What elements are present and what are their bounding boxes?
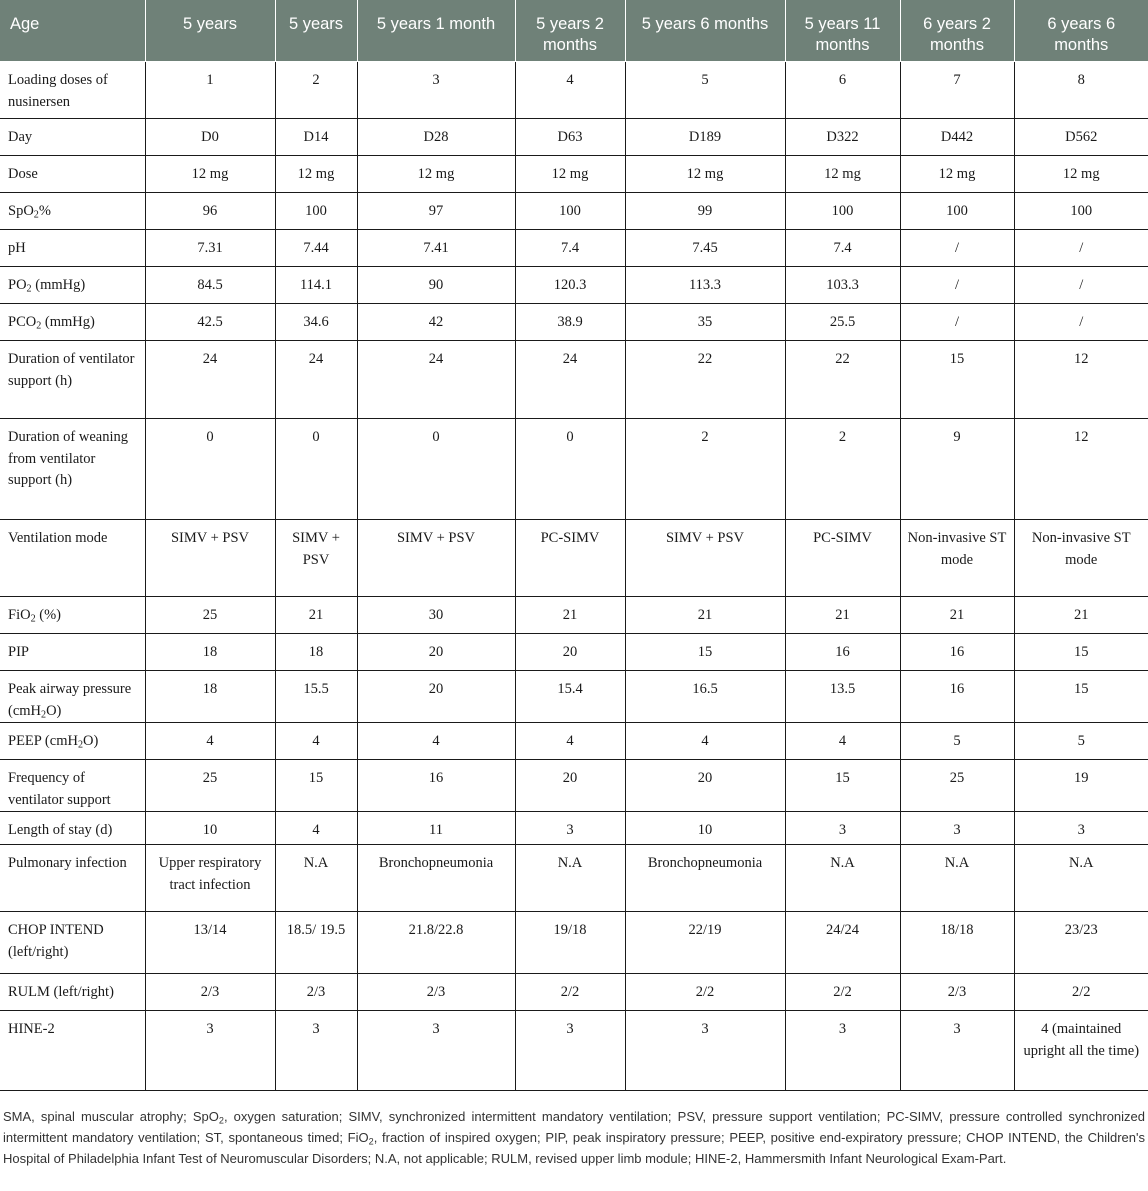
footnote-text: , oxygen saturation; SIMV, synchronized intermittent mandatory ventilation; PSV, pressure support ventilation; PC-SIMV, pressure controlled synchronized intermittent mandatory ventilation; ST, spontaneous timed; FiO xyxy=(3,1109,1145,1145)
table-cell: 12 mg xyxy=(357,156,515,193)
row-label xyxy=(0,520,145,597)
table-cell: / xyxy=(900,230,1014,267)
table-cell: 4 xyxy=(515,62,625,119)
table-cell: 15 xyxy=(625,634,785,671)
row-label-suffix: (mmHg) xyxy=(31,277,86,293)
table-cell: 5 xyxy=(1014,723,1148,760)
table-cell: 12 mg xyxy=(625,156,785,193)
table-cell: 100 xyxy=(515,193,625,230)
row-label-text: RULM (left/right) xyxy=(8,984,114,1000)
table-cell: 38.9 xyxy=(515,304,625,341)
row-label xyxy=(0,419,145,520)
table-cell: 12 mg xyxy=(275,156,357,193)
table-row xyxy=(0,912,1148,974)
table-cell: 18 xyxy=(145,671,275,723)
table-cell: 30 xyxy=(357,597,515,634)
table-cell: 25 xyxy=(145,597,275,634)
table-cell: 3 xyxy=(785,1011,900,1091)
table-cell: 15 xyxy=(1014,634,1148,671)
table-cell: 20 xyxy=(515,634,625,671)
row-label-text: Day xyxy=(8,129,33,145)
table-cell: 21 xyxy=(515,597,625,634)
table-cell: 24 xyxy=(275,341,357,419)
table-body xyxy=(0,62,1148,1091)
table-cell: 3 xyxy=(515,1011,625,1091)
table-cell: 7.4 xyxy=(515,230,625,267)
row-label-text: Duration of weaning from ventilator support (h) xyxy=(8,429,128,488)
table-cell: 97 xyxy=(357,193,515,230)
table-cell: 12 mg xyxy=(900,156,1014,193)
table-cell: 25 xyxy=(145,760,275,812)
table-cell: 15.4 xyxy=(515,671,625,723)
table-cell: 4 xyxy=(275,812,357,845)
table-cell: 5 xyxy=(625,62,785,119)
row-label-subscript: 2 xyxy=(77,739,84,751)
table-cell: 84.5 xyxy=(145,267,275,304)
table-cell: 21 xyxy=(275,597,357,634)
table-cell: 20 xyxy=(357,671,515,723)
row-label xyxy=(0,845,145,912)
table-cell: 9 xyxy=(900,419,1014,520)
table-cell: 21.8/22.8 xyxy=(357,912,515,974)
footnote-text: SMA, spinal muscular atrophy; SpO xyxy=(3,1109,219,1124)
table-cell: 3 xyxy=(145,1011,275,1091)
table-cell: 2 xyxy=(625,419,785,520)
row-label-subscript: 2 xyxy=(26,283,32,295)
table-cell: 120.3 xyxy=(515,267,625,304)
table-cell: Bronchopneumonia xyxy=(625,845,785,912)
row-label-text: PEEP (cmH xyxy=(8,733,78,749)
table-cell: 16.5 xyxy=(625,671,785,723)
table-cell: 25 xyxy=(900,760,1014,812)
table-cell: 4 xyxy=(357,723,515,760)
table-cell: SIMV + PSV xyxy=(145,520,275,597)
row-label-subscript: 2 xyxy=(36,320,42,332)
table-cell: Non-invasive ST mode xyxy=(900,520,1014,597)
table-cell: N.A xyxy=(275,845,357,912)
table-cell: 20 xyxy=(357,634,515,671)
row-label xyxy=(0,156,145,193)
table-footnote xyxy=(3,1106,1145,1169)
table-cell: 2/2 xyxy=(785,974,900,1011)
table-cell: 25.5 xyxy=(785,304,900,341)
table-row xyxy=(0,419,1148,520)
table-row xyxy=(0,62,1148,119)
table-cell: SIMV + PSV xyxy=(275,520,357,597)
table-cell: 2/3 xyxy=(900,974,1014,1011)
table-cell: 4 xyxy=(145,723,275,760)
table-row xyxy=(0,193,1148,230)
table-cell: 0 xyxy=(275,419,357,520)
table-cell: 4 xyxy=(625,723,785,760)
table-cell: 12 mg xyxy=(145,156,275,193)
table-row xyxy=(0,597,1148,634)
table-cell: 2/2 xyxy=(515,974,625,1011)
table-cell: 21 xyxy=(625,597,785,634)
row-label xyxy=(0,812,145,845)
row-label-text: HINE-2 xyxy=(8,1021,55,1037)
table-row xyxy=(0,723,1148,760)
table-cell: 21 xyxy=(900,597,1014,634)
row-label xyxy=(0,119,145,156)
table-cell: D189 xyxy=(625,119,785,156)
table-cell: 24 xyxy=(145,341,275,419)
table-row xyxy=(0,341,1148,419)
table-row xyxy=(0,304,1148,341)
table-cell: 7.44 xyxy=(275,230,357,267)
table-cell: 16 xyxy=(900,671,1014,723)
table-cell: 100 xyxy=(785,193,900,230)
table-cell: 4 xyxy=(275,723,357,760)
table-row xyxy=(0,520,1148,597)
table-cell: 3 xyxy=(275,1011,357,1091)
row-label xyxy=(0,341,145,419)
table-cell: 2/2 xyxy=(625,974,785,1011)
table-cell: 35 xyxy=(625,304,785,341)
table-cell: D562 xyxy=(1014,119,1148,156)
table-cell: 3 xyxy=(785,812,900,845)
footnote-subscript: 2 xyxy=(368,1136,374,1147)
row-label xyxy=(0,912,145,974)
table-cell: 19/18 xyxy=(515,912,625,974)
table-cell: D14 xyxy=(275,119,357,156)
table-cell: D28 xyxy=(357,119,515,156)
table-cell: 100 xyxy=(900,193,1014,230)
row-label-text: Duration of ventilator support (h) xyxy=(8,351,135,389)
table-cell: 16 xyxy=(900,634,1014,671)
table-cell: 15 xyxy=(275,760,357,812)
row-label-text: PCO xyxy=(8,314,37,330)
row-label-text: Dose xyxy=(8,166,38,182)
row-label xyxy=(0,671,145,723)
table-cell: SIMV + PSV xyxy=(357,520,515,597)
table-cell: 3 xyxy=(357,62,515,119)
table-row xyxy=(0,1011,1148,1091)
table-cell: 3 xyxy=(900,812,1014,845)
table-cell: 8 xyxy=(1014,62,1148,119)
header-cell: 5 years 1 month xyxy=(357,0,515,62)
table-cell: 18 xyxy=(145,634,275,671)
table-cell: 15 xyxy=(1014,671,1148,723)
row-label xyxy=(0,760,145,812)
table-cell: 24 xyxy=(357,341,515,419)
table-cell: 12 xyxy=(1014,341,1148,419)
row-label-text: SpO xyxy=(8,203,34,219)
row-label xyxy=(0,634,145,671)
table-cell: D0 xyxy=(145,119,275,156)
row-label xyxy=(0,267,145,304)
table-cell: 15.5 xyxy=(275,671,357,723)
table-cell: 19 xyxy=(1014,760,1148,812)
table-cell: 16 xyxy=(785,634,900,671)
table-cell: 13.5 xyxy=(785,671,900,723)
table-cell: 21 xyxy=(1014,597,1148,634)
table-row xyxy=(0,812,1148,845)
table-cell: 113.3 xyxy=(625,267,785,304)
table-cell: 2/3 xyxy=(145,974,275,1011)
row-label-suffix: O) xyxy=(46,702,62,719)
table-cell: 12 xyxy=(1014,419,1148,520)
table-row xyxy=(0,119,1148,156)
row-label-suffix: O) xyxy=(83,733,99,749)
table-cell: 4 xyxy=(515,723,625,760)
table-cell: 5 xyxy=(900,723,1014,760)
table-cell: 7.4 xyxy=(785,230,900,267)
table-cell: / xyxy=(1014,304,1148,341)
table-cell: 15 xyxy=(900,341,1014,419)
table-cell: 4 xyxy=(785,723,900,760)
table-cell: 6 xyxy=(785,62,900,119)
table-cell: / xyxy=(1014,267,1148,304)
header-cell: 5 years 6 months xyxy=(625,0,785,62)
table-cell: 11 xyxy=(357,812,515,845)
row-label-text: CHOP INTEND (left/right) xyxy=(8,922,104,960)
row-label xyxy=(0,974,145,1011)
table-cell: 3 xyxy=(900,1011,1014,1091)
header-cell: 5 years 2 months xyxy=(515,0,625,62)
table-cell: 15 xyxy=(785,760,900,812)
table-row xyxy=(0,845,1148,912)
row-label xyxy=(0,193,145,230)
table-cell: 24 xyxy=(515,341,625,419)
table-cell: PC-SIMV xyxy=(785,520,900,597)
table-cell: / xyxy=(900,267,1014,304)
table-cell: 18.5/ 19.5 xyxy=(275,912,357,974)
footnote-text: , fraction of inspired oxygen; PIP, peak inspiratory pressure; PEEP, positive end-expiratory pressure; CHOP INTEND, the Children's Hospital of Philadelphia Infant Test of Neuromuscular Disorders; N.A, not applicable; RULM, revised upper limb module; HINE-2, Hammersmith Infant Neurological Exam-Part. xyxy=(3,1130,1145,1166)
row-label-subscript: 2 xyxy=(30,613,36,625)
table-cell: 103.3 xyxy=(785,267,900,304)
table-cell: 22 xyxy=(785,341,900,419)
row-label xyxy=(0,230,145,267)
table-cell: 2 xyxy=(785,419,900,520)
table-cell: 21 xyxy=(785,597,900,634)
row-label xyxy=(0,597,145,634)
table-cell: 0 xyxy=(515,419,625,520)
row-label xyxy=(0,304,145,341)
header-row xyxy=(0,0,1148,62)
table-row xyxy=(0,634,1148,671)
table-cell: 96 xyxy=(145,193,275,230)
table-cell: 2/3 xyxy=(275,974,357,1011)
table-row xyxy=(0,671,1148,723)
table-cell: 12 mg xyxy=(515,156,625,193)
table-row xyxy=(0,760,1148,812)
table-cell: N.A xyxy=(785,845,900,912)
table-cell: 42.5 xyxy=(145,304,275,341)
table-cell: 18 xyxy=(275,634,357,671)
row-label xyxy=(0,723,145,760)
table-row xyxy=(0,230,1148,267)
table-cell: Bronchopneumonia xyxy=(357,845,515,912)
table-cell: PC-SIMV xyxy=(515,520,625,597)
table-cell: 7.45 xyxy=(625,230,785,267)
row-label xyxy=(0,62,145,119)
table-cell: 34.6 xyxy=(275,304,357,341)
row-label xyxy=(0,1011,145,1091)
table-cell: 100 xyxy=(275,193,357,230)
table-cell: 22/19 xyxy=(625,912,785,974)
footnote-subscript: 2 xyxy=(218,1115,224,1126)
table-cell: D322 xyxy=(785,119,900,156)
table-cell: 4 (maintained upright all the time) xyxy=(1014,1011,1148,1091)
header-cell: 6 years 6 months xyxy=(1014,0,1148,62)
table-cell: SIMV + PSV xyxy=(625,520,785,597)
row-label-subscript: 2 xyxy=(33,209,39,221)
row-label-suffix: (%) xyxy=(35,607,62,623)
table-cell: N.A xyxy=(515,845,625,912)
table-cell: / xyxy=(900,304,1014,341)
header-cell: Age xyxy=(0,0,145,62)
row-label-text: PO xyxy=(8,277,27,293)
table-cell: 0 xyxy=(357,419,515,520)
table-cell: 1 xyxy=(145,62,275,119)
table-cell: 10 xyxy=(625,812,785,845)
table-cell: 2 xyxy=(275,62,357,119)
row-label-text: Loading doses of nusinersen xyxy=(8,72,108,110)
table-cell: 7.41 xyxy=(357,230,515,267)
table-cell: 2/2 xyxy=(1014,974,1148,1011)
row-label-text: Ventilation mode xyxy=(8,530,108,546)
table-cell: 100 xyxy=(1014,193,1148,230)
header-cell: 6 years 2 months xyxy=(900,0,1014,62)
table-cell: 90 xyxy=(357,267,515,304)
row-label-suffix: % xyxy=(38,203,51,219)
table-cell: Upper respiratory tract infection xyxy=(145,845,275,912)
table-cell: D442 xyxy=(900,119,1014,156)
table-cell: 7 xyxy=(900,62,1014,119)
table-cell: / xyxy=(1014,230,1148,267)
table-cell: 24/24 xyxy=(785,912,900,974)
table-cell: 20 xyxy=(515,760,625,812)
row-label-text: Pulmonary infection xyxy=(8,855,127,871)
table-cell: 7.31 xyxy=(145,230,275,267)
table-cell: N.A xyxy=(900,845,1014,912)
table-row xyxy=(0,156,1148,193)
row-label-subscript: 2 xyxy=(41,709,47,721)
table-cell: 3 xyxy=(515,812,625,845)
table-cell: 12 mg xyxy=(1014,156,1148,193)
row-label-text: FiO xyxy=(8,607,31,623)
table-cell: 3 xyxy=(625,1011,785,1091)
row-label-text: pH xyxy=(8,240,26,256)
header-cell: 5 years xyxy=(145,0,275,62)
table-cell: 3 xyxy=(1014,812,1148,845)
row-label-text: Peak airway pressure (cmH xyxy=(8,681,132,719)
table-cell: 10 xyxy=(145,812,275,845)
table-cell: 18/18 xyxy=(900,912,1014,974)
table-cell: N.A xyxy=(1014,845,1148,912)
table-row xyxy=(0,267,1148,304)
table-cell: 13/14 xyxy=(145,912,275,974)
table-row xyxy=(0,974,1148,1011)
table-cell: 20 xyxy=(625,760,785,812)
table-cell: 114.1 xyxy=(275,267,357,304)
table-cell: 2/3 xyxy=(357,974,515,1011)
table-cell: D63 xyxy=(515,119,625,156)
header-cell: 5 years 11 months xyxy=(785,0,900,62)
row-label-text: PIP xyxy=(8,644,29,660)
table-cell: 0 xyxy=(145,419,275,520)
table-cell: 12 mg xyxy=(785,156,900,193)
table-cell: 99 xyxy=(625,193,785,230)
table-cell: 16 xyxy=(357,760,515,812)
table-cell: 23/23 xyxy=(1014,912,1148,974)
table-cell: 22 xyxy=(625,341,785,419)
table-header xyxy=(0,0,1148,62)
table-cell: 42 xyxy=(357,304,515,341)
header-cell: 5 years xyxy=(275,0,357,62)
row-label-text: Frequency of ventilator support xyxy=(8,770,111,808)
table-cell: Non-invasive ST mode xyxy=(1014,520,1148,597)
row-label-suffix: (mmHg) xyxy=(41,314,95,330)
table-cell: 3 xyxy=(357,1011,515,1091)
row-label-text: Length of stay (d) xyxy=(8,822,113,838)
